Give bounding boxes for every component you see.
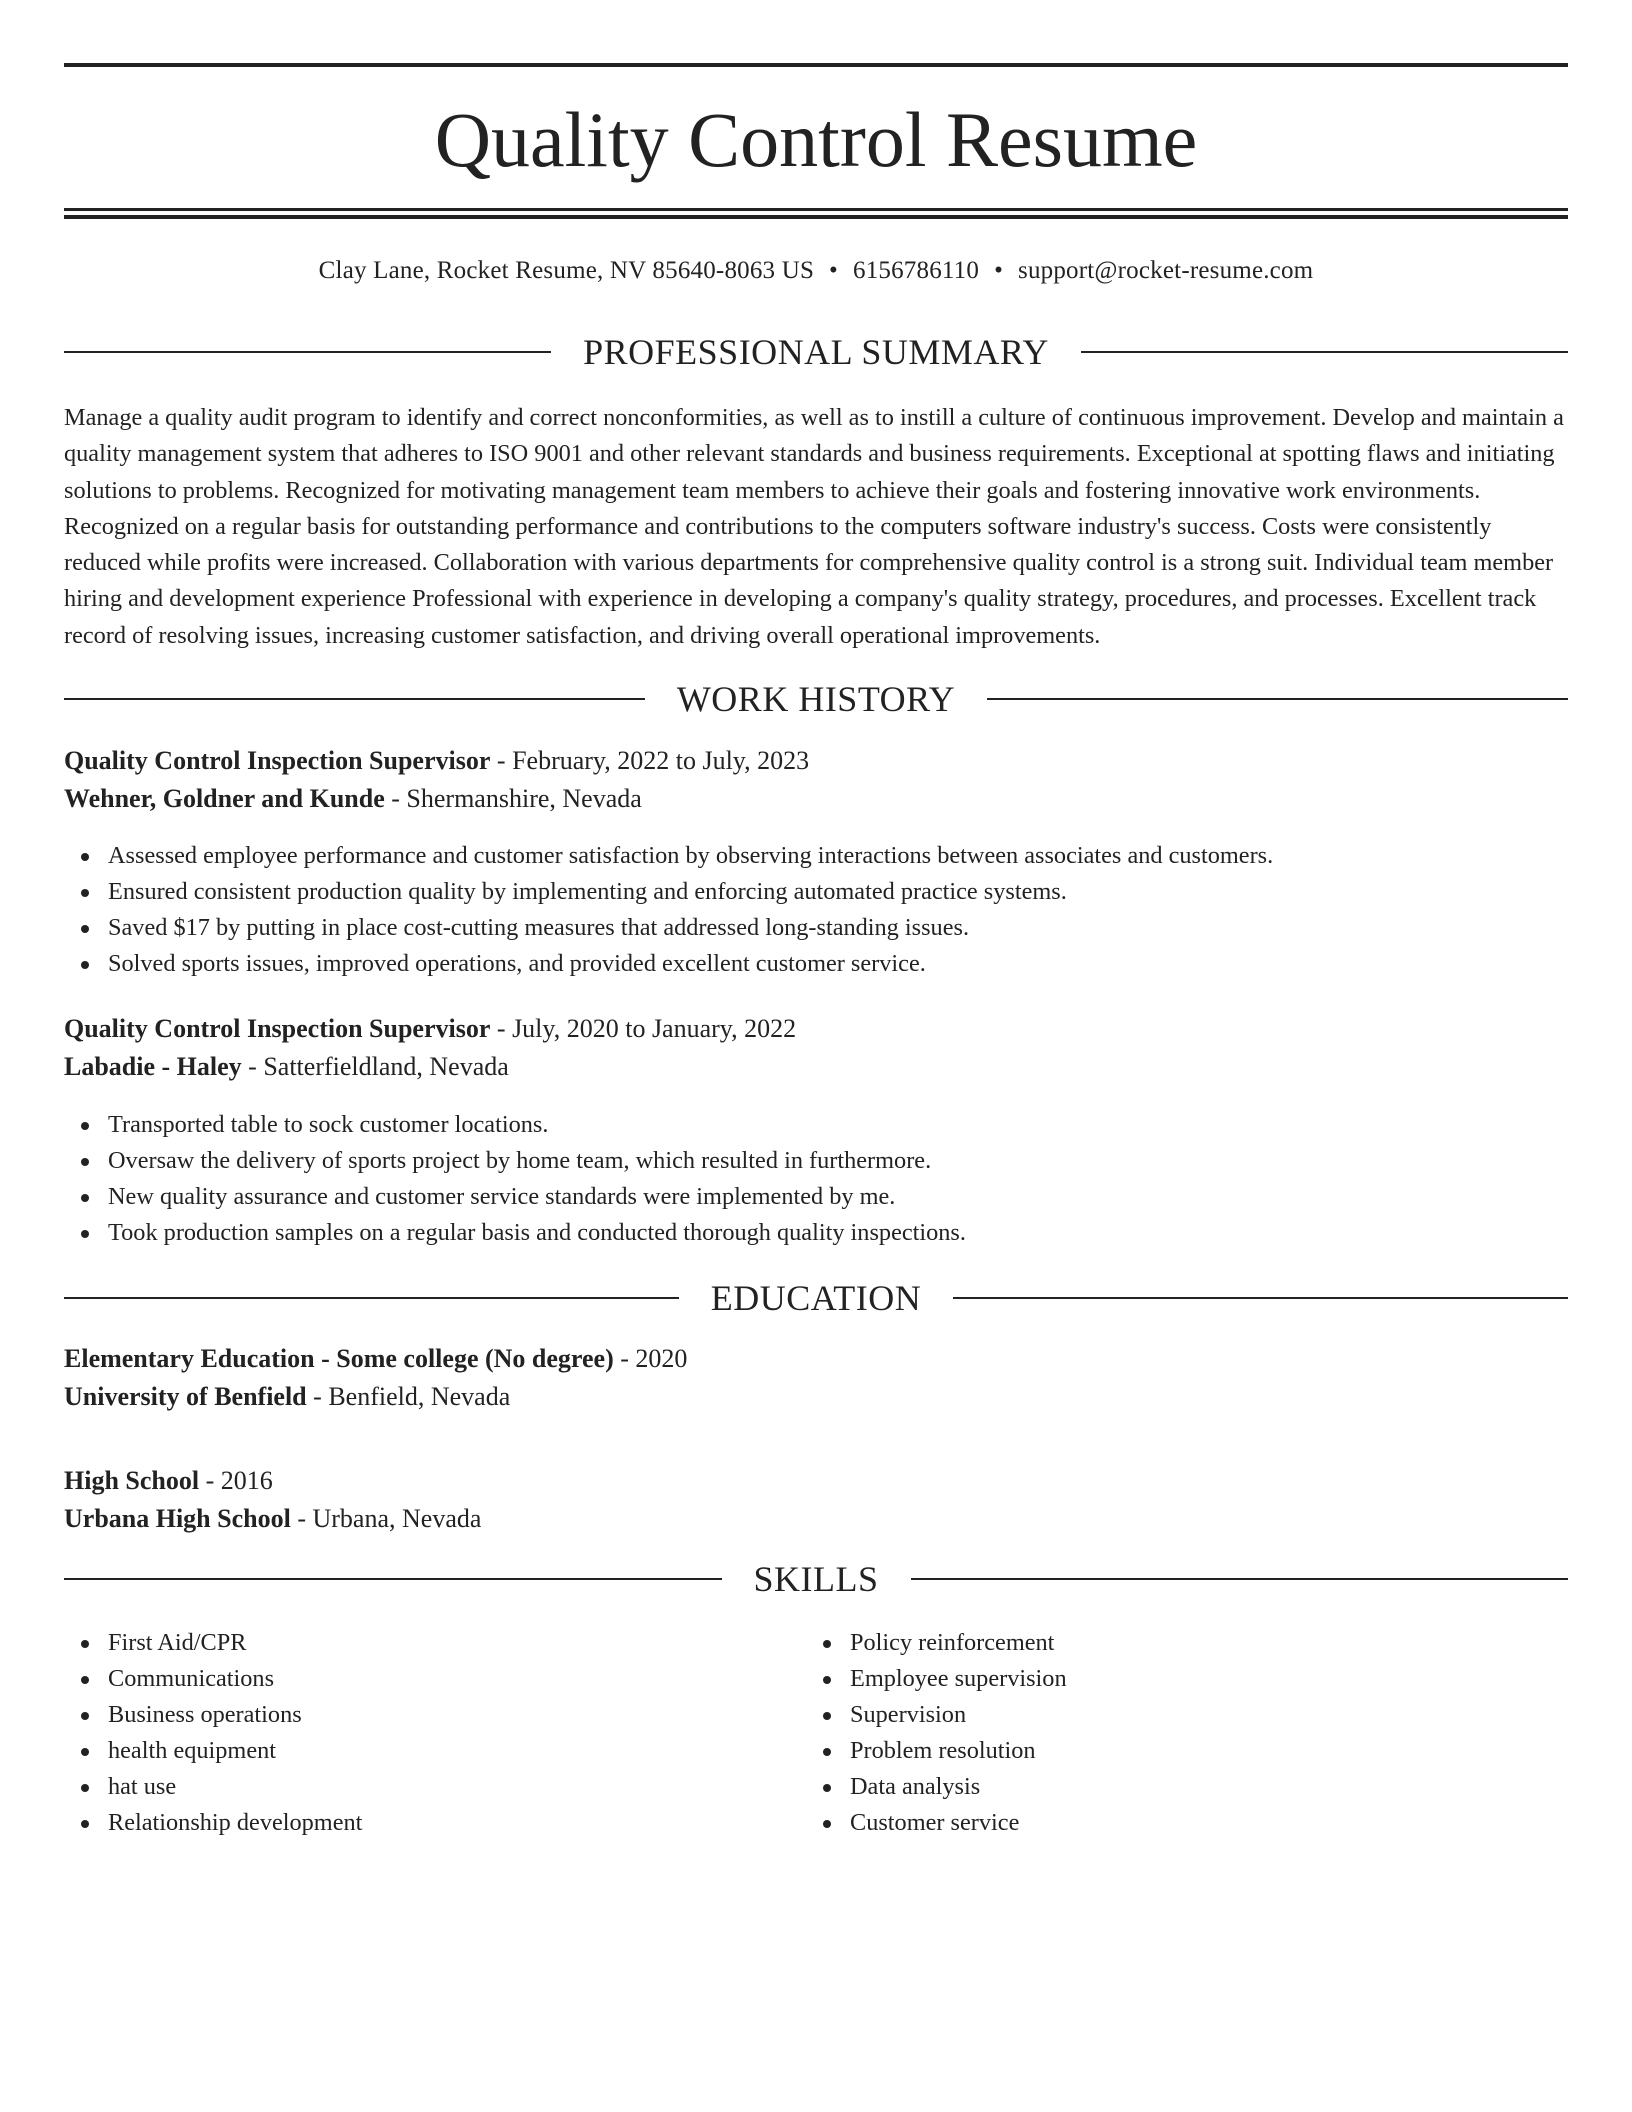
skill-item: Problem resolution <box>806 1733 1632 1769</box>
skill-item: health equipment <box>64 1733 1568 1769</box>
job-title-line <box>64 742 1568 780</box>
skills-list-right <box>806 1625 1632 1841</box>
section-title-education: EDUCATION <box>710 1278 922 1318</box>
job-entry <box>64 1010 1568 1086</box>
section-title-skills: SKILLS <box>753 1559 879 1599</box>
skill-item: Supervision <box>806 1697 1632 1733</box>
education-degree-line <box>64 1462 1568 1500</box>
education-location: - Urbana, Nevada <box>290 1504 482 1533</box>
skill-item: Data analysis <box>806 1769 1632 1805</box>
job-bullet: Oversaw the delivery of sports project by home team, which resulted in furthermore. <box>64 1143 1568 1179</box>
section-rule <box>64 1297 679 1299</box>
education-school-line <box>64 1500 1568 1538</box>
section-rule <box>64 1578 722 1580</box>
job-bullet: New quality assurance and customer service standards were implemented by me. <box>64 1179 1568 1215</box>
job-company-line <box>64 780 1568 818</box>
contact-email: support@rocket-resume.com <box>1018 257 1314 284</box>
job-title: Quality Control Inspection Supervisor <box>64 1014 491 1043</box>
job-dates: - February, 2022 to July, 2023 <box>490 746 810 775</box>
section-rule <box>987 698 1568 700</box>
education-year: - 2020 <box>613 1344 688 1373</box>
job-bullet: Solved sports issues, improved operations, and provided excellent customer service. <box>64 946 1568 982</box>
section-rule <box>953 1297 1568 1299</box>
section-rule <box>64 698 645 700</box>
section-header-education <box>64 1276 1568 1320</box>
contact-address: Clay Lane, Rocket Resume, NV 85640-8063 US <box>318 257 815 284</box>
education-degree: High School <box>64 1466 200 1495</box>
contact-phone: 6156786110 <box>853 257 980 284</box>
section-title-work: WORK HISTORY <box>676 679 956 719</box>
skill-item: Relationship development <box>64 1805 1568 1841</box>
job-company: Labadie - Haley <box>64 1052 242 1081</box>
title-rule-lower <box>64 215 1568 219</box>
education-degree-line <box>64 1340 1568 1378</box>
section-rule <box>911 1578 1569 1580</box>
section-rule <box>1081 351 1568 353</box>
skill-item: hat use <box>64 1769 1568 1805</box>
job-bullet: Transported table to sock customer locations. <box>64 1107 1568 1143</box>
education-entry <box>64 1340 1568 1416</box>
section-header-skills <box>64 1557 1568 1601</box>
job-title-line <box>64 1010 1568 1048</box>
contact-line <box>64 254 1568 288</box>
job-location: - Satterfieldland, Nevada <box>241 1052 509 1081</box>
top-rule <box>64 63 1568 67</box>
job-title: Quality Control Inspection Supervisor <box>64 746 491 775</box>
job-bullet: Took production samples on a regular basis and conducted thorough quality inspections. <box>64 1215 1568 1251</box>
education-degree: Elementary Education - Some college (No degree) <box>64 1344 614 1373</box>
education-school: University of Benfield <box>64 1382 307 1411</box>
job-company-line <box>64 1048 1568 1086</box>
job-bullet: Saved $17 by putting in place cost-cutting measures that addressed long-standing issues. <box>64 910 1568 946</box>
job-location: - Shermanshire, Nevada <box>384 784 642 813</box>
section-header-work <box>64 677 1568 721</box>
job-entry <box>64 742 1568 818</box>
resume-title: Quality Control Resume <box>434 96 1198 183</box>
skill-item: First Aid/CPR <box>64 1625 1568 1661</box>
education-school-line <box>64 1378 1568 1416</box>
job-bullet: Ensured consistent production quality by implementing and enforcing automated practice systems. <box>64 874 1568 910</box>
job-company: Wehner, Goldner and Kunde <box>64 784 385 813</box>
education-entry <box>64 1462 1568 1538</box>
education-year: - 2016 <box>199 1466 273 1495</box>
skill-item: Business operations <box>64 1697 1568 1733</box>
education-school: Urbana High School <box>64 1504 291 1533</box>
summary-text: Manage a quality audit program to identify and correct nonconformities, as well as to instill a culture of continuous improvement. Develop and maintain a quality management system that adheres to ISO 9001 and other relevant standards and business requirements. Exceptional at spotting flaws and initiating solutions to problems. Recognized for motivating management team members to achieve their goals and fostering innovative work environments. Recognized on a regular basis for outstanding performance and contributions to the computers software industry's success. Costs were consistently reduced while profits were increased. Collaboration with various departments for comprehensive quality control is a strong suit. Individual team member hiring and development experience Professional with experience in developing a company's quality strategy, procedures, and processes. Excellent track record of resolving issues, increasing customer satisfaction, and driving overall operational improvements. <box>64 404 1564 649</box>
skill-item: Customer service <box>806 1805 1632 1841</box>
contact-separator: • <box>829 257 838 284</box>
job-bullets <box>64 838 1568 982</box>
skill-item: Communications <box>64 1661 1568 1697</box>
title-rule-upper <box>64 208 1568 211</box>
section-title-summary: PROFESSIONAL SUMMARY <box>583 332 1049 372</box>
skill-item: Policy reinforcement <box>806 1625 1632 1661</box>
education-location: - Benfield, Nevada <box>306 1382 511 1411</box>
section-header-summary <box>64 330 1568 374</box>
job-bullets <box>64 1107 1568 1251</box>
contact-separator: • <box>994 257 1004 284</box>
job-dates: - July, 2020 to January, 2022 <box>490 1014 797 1043</box>
job-bullet: Assessed employee performance and customer satisfaction by observing interactions between associates and customers. <box>64 838 1568 874</box>
skill-item: Employee supervision <box>806 1661 1632 1697</box>
section-rule <box>64 351 551 353</box>
